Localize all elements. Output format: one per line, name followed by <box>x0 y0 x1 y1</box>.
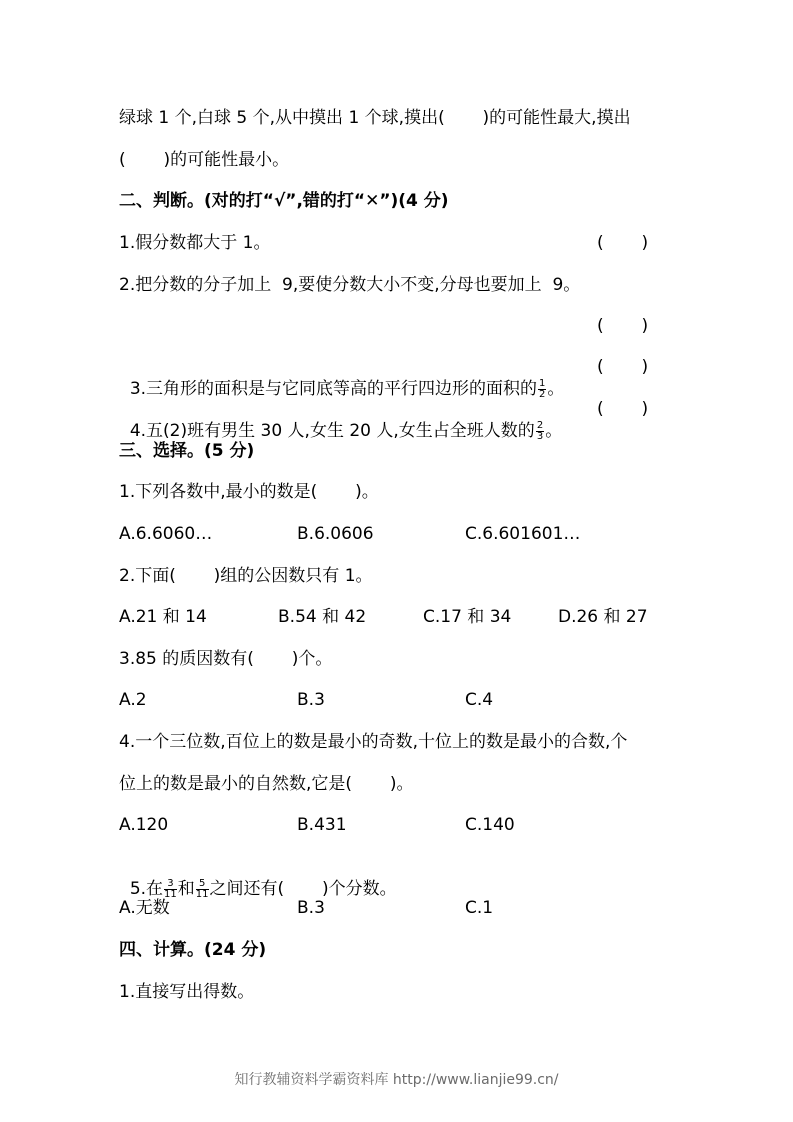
judgment-item-4: 4.五(2)班有男生 30 人,女生 20 人,女生占全班人数的 $\frac{2}{3}$ 。 <box>129 419 563 442</box>
choice-question-2: 2.下面( )组的公因数只有 1。 <box>119 566 373 586</box>
judgment-item-4-text: 4.五(2)班有男生 30 人,女生 20 人,女生占全班人数的 <box>129 421 535 441</box>
choice-question-3: 3.85 的质因数有( )个。 <box>119 649 333 669</box>
fraction-two-thirds: $\frac{2}{3}$ <box>536 419 544 442</box>
choice-q2-option-d[interactable]: D.26 和 27 <box>558 607 648 627</box>
choice-q1-option-a[interactable]: A.6.6060… <box>119 524 213 544</box>
answer-blank-j2[interactable]: ( ) <box>597 316 649 336</box>
ball-question-line-2: ( )的可能性最小。 <box>119 150 290 170</box>
choice-q5-option-a[interactable]: A.无数 <box>119 898 170 918</box>
judgment-item-2: 2.把分数的分子加上 9,要使分数大小不变,分母也要加上 9。 <box>119 275 581 295</box>
judgment-item-3-text: 3.三角形的面积是与它同底等高的平行四边形的面积的 <box>129 379 538 399</box>
section-calculation-heading: 四、计算。(24 分) <box>119 940 267 960</box>
page-footer-watermark: 知行教辅资料学霸资料库 http://www.lianjie99.cn/ <box>234 1072 559 1088</box>
choice-question-5: 5.在 $\frac{3}{11}$ 和 $\frac{5}{11}$ 之间还有( )个分数。 <box>129 877 397 900</box>
answer-blank-j4[interactable]: ( ) <box>597 399 649 419</box>
ball-question-line-1: 绿球 1 个,白球 5 个,从中摸出 1 个球,摸出( )的可能性最大,摸出 <box>119 108 631 128</box>
choice-q1-option-b[interactable]: B.6.0606 <box>297 524 374 544</box>
choice-q3-option-a[interactable]: A.2 <box>119 690 147 710</box>
choice-q5-option-c[interactable]: C.1 <box>465 898 494 918</box>
choice-q2-option-c[interactable]: C.17 和 34 <box>423 607 512 627</box>
answer-blank-j3[interactable]: ( ) <box>597 357 649 377</box>
choice-q4-option-a[interactable]: A.120 <box>119 815 169 835</box>
fraction-three-elevenths: $\frac{3}{11}$ <box>164 877 177 900</box>
choice-q4-option-b[interactable]: B.431 <box>297 815 347 835</box>
choice-q2-option-a[interactable]: A.21 和 14 <box>119 607 207 627</box>
choice-question-4-line-1: 4.一个三位数,百位上的数是最小的奇数,十位上的数是最小的合数,个 <box>119 732 628 752</box>
choice-q3-option-c[interactable]: C.4 <box>465 690 494 710</box>
judgment-item-3: 3.三角形的面积是与它同底等高的平行四边形的面积的 $\frac{1}{2}$ 。 <box>129 377 565 400</box>
choice-q4-option-c[interactable]: C.140 <box>465 815 515 835</box>
choice-question-1: 1.下列各数中,最小的数是( )。 <box>119 482 379 502</box>
fraction-one-half: $\frac{1}{2}$ <box>539 377 546 400</box>
choice-q2-option-b[interactable]: B.54 和 42 <box>278 607 367 627</box>
judgment-item-1: 1.假分数都大于 1。 <box>119 233 271 253</box>
choice-q5-option-b[interactable]: B.3 <box>297 898 325 918</box>
section-choice-heading: 三、选择。(5 分) <box>119 441 255 461</box>
calculation-item-1: 1.直接写出得数。 <box>119 982 255 1002</box>
section-judgment-heading: 二、判断。(对的打“√”,错的打“✕”)(4 分) <box>119 191 449 211</box>
fraction-five-elevenths: $\frac{5}{11}$ <box>195 877 209 900</box>
choice-q3-option-b[interactable]: B.3 <box>297 690 325 710</box>
choice-question-4-line-2: 位上的数是最小的自然数,它是( )。 <box>119 774 414 794</box>
choice-q1-option-c[interactable]: C.6.601601… <box>465 524 581 544</box>
answer-blank-j1[interactable]: ( ) <box>597 233 649 253</box>
